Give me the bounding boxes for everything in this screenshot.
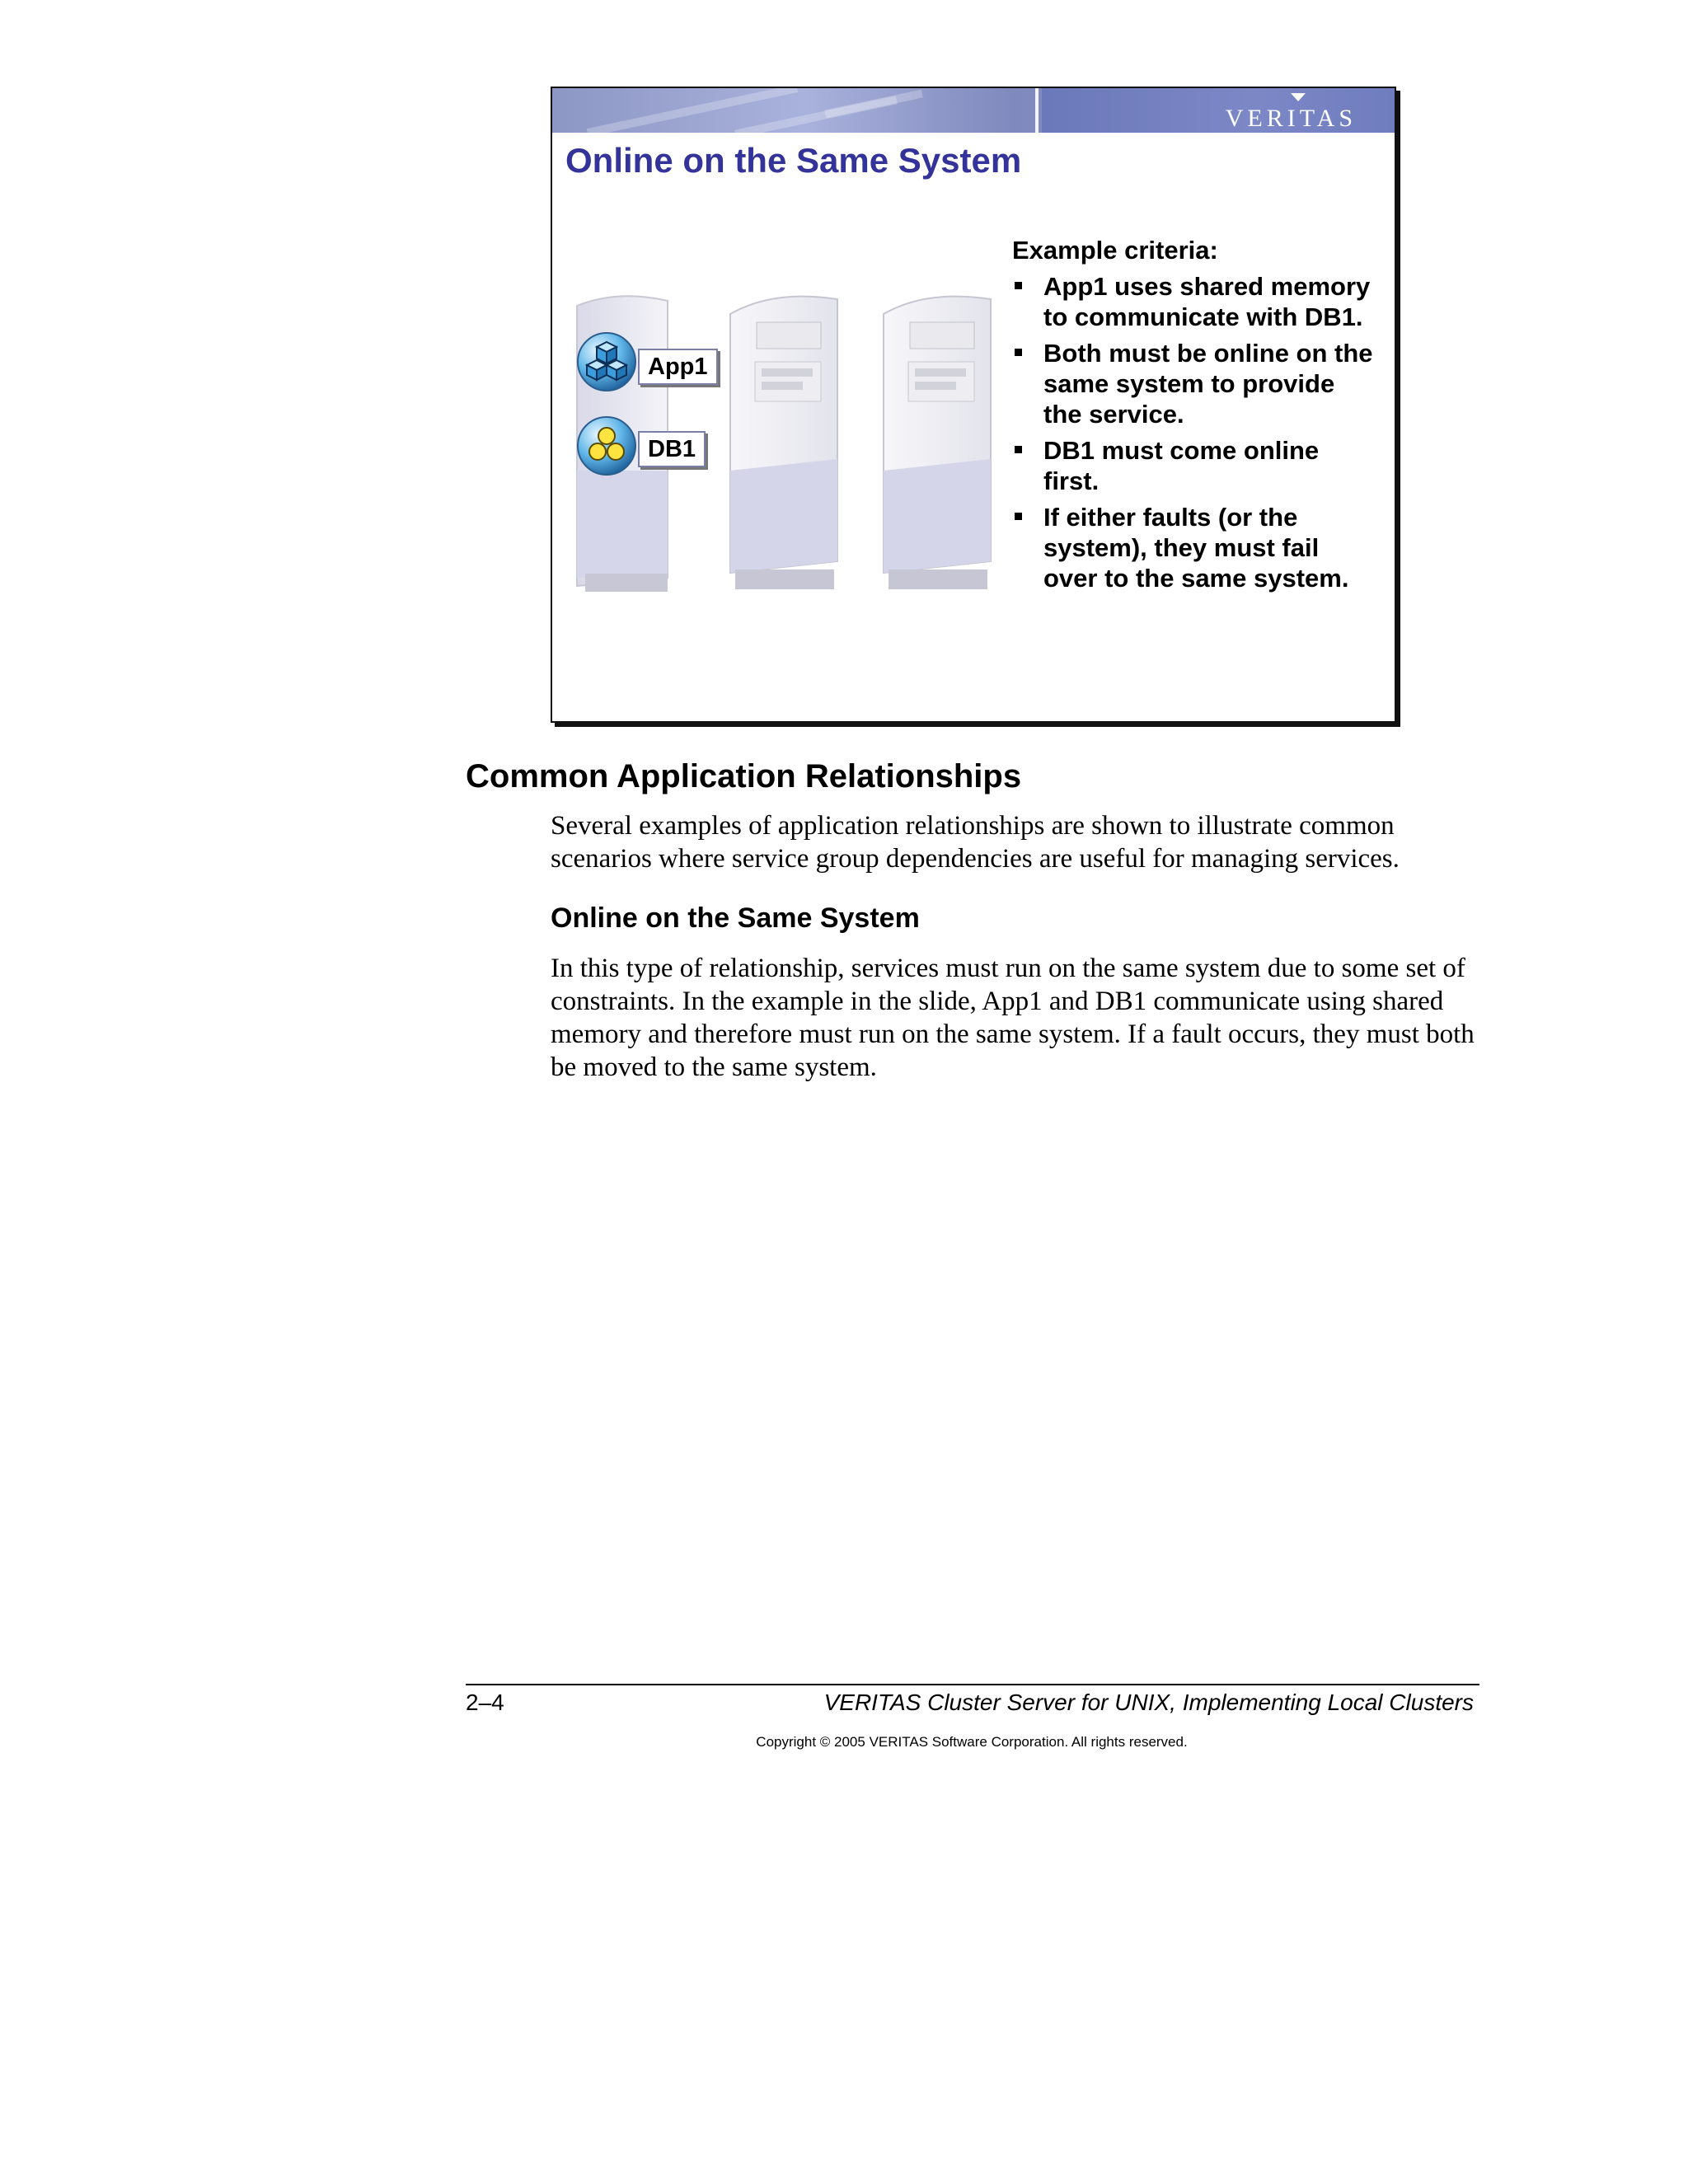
db1-label: DB1	[638, 431, 706, 467]
bullet-square-icon	[1015, 349, 1022, 356]
slide-banner	[552, 88, 1395, 133]
page-number: 2–4	[466, 1690, 504, 1715]
bullet-square-icon	[1015, 513, 1022, 520]
copyright-notice: Copyright © 2005 VERITAS Software Corporation. All rights reserved.	[756, 1734, 1188, 1750]
database-hexagons-icon	[575, 415, 638, 477]
veritas-logo: VERITAS	[1225, 105, 1357, 132]
app1-label: App1	[638, 349, 718, 385]
criteria-item: App1 uses shared memory to communicate with DB1.	[1012, 271, 1375, 332]
criteria-item: If either faults (or the system), they must fail over to the same system.	[1012, 502, 1375, 593]
server-3	[869, 289, 1001, 606]
footer-rule	[466, 1684, 1479, 1685]
bullet-square-icon	[1015, 282, 1022, 289]
criteria-heading: Example criteria:	[1012, 236, 1218, 265]
intro-paragraph: Several examples of application relationships are shown to illustrate common scenarios where service group dependencies are useful for managing services.	[551, 811, 1400, 874]
slide-title: Online on the Same System	[565, 141, 1022, 180]
server-2	[715, 289, 847, 606]
slide	[551, 87, 1396, 723]
body-paragraph: In this type of relationship, services must run on the same system due to some set of constraints. In the example in the slide, App1 and DB1 communicate using shared memory and therefore must run on the same system. If a fault occurs, they must both be moved to the same system.	[551, 954, 1475, 1082]
criteria-list	[1012, 235, 1375, 599]
criteria-item: DB1 must come online first.	[1012, 435, 1375, 496]
book-title: VERITAS Cluster Server for UNIX, Implementing Local Clusters	[823, 1690, 1474, 1715]
criteria-item: Both must be online on the same system to provide the service.	[1012, 338, 1375, 429]
section-heading: Common Application Relationships	[466, 758, 1022, 794]
veritas-logo-mark	[1291, 93, 1306, 101]
bullet-square-icon	[1015, 446, 1022, 453]
subsection-heading: Online on the Same System	[551, 902, 920, 934]
app-cubes-icon	[575, 330, 638, 393]
